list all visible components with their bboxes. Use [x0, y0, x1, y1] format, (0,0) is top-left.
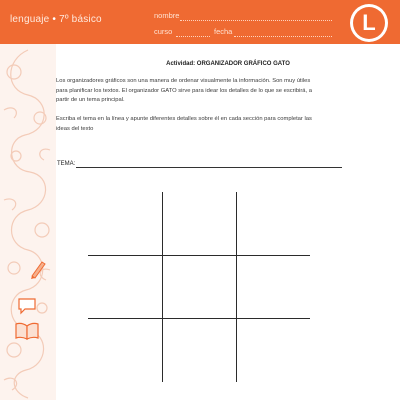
bullet-separator: • — [52, 14, 57, 25]
badge-letter: L — [353, 7, 385, 39]
name-label: nombre — [154, 11, 180, 20]
grade-label: 7º básico — [59, 14, 102, 25]
grid-horizontal-line-bottom — [88, 318, 310, 319]
intro-line-3: partir de un tema principal. — [56, 97, 125, 104]
open-book-icon — [14, 321, 40, 341]
intro-paragraph — [56, 77, 348, 106]
activity-title: Actividad: ORGANIZADOR GRÁFICO GATO — [166, 61, 290, 67]
decorative-sidebar — [0, 0, 56, 400]
speech-bubble-icon — [16, 296, 38, 316]
header-bar — [0, 0, 400, 44]
course-field[interactable] — [176, 36, 210, 37]
subject-badge — [350, 4, 388, 42]
instructions-paragraph — [56, 115, 348, 134]
course-label: curso — [154, 27, 173, 36]
instructions-line-2: ideas del texto — [56, 125, 94, 132]
subject-grade — [10, 14, 102, 25]
date-field[interactable] — [234, 36, 332, 37]
intro-line-1: Los organizadores gráficos son una manera de ordenar visualmente la información. Son muy útiles — [56, 78, 311, 84]
grid-horizontal-line-top — [88, 255, 310, 256]
subject-label: lenguaje — [10, 14, 50, 25]
date-label: fecha — [214, 27, 233, 36]
intro-line-2: para planificar los textos. El organizador GATO sirve para idear los detalles de lo que se escribirá, a — [56, 87, 312, 94]
pencil-icon — [28, 258, 48, 280]
tema-input-line[interactable] — [76, 167, 342, 168]
name-field[interactable] — [180, 20, 332, 21]
instructions-line-1: Escriba el tema en la línea y apunte diferentes detalles sobre él en cada sección para completar las — [56, 116, 312, 122]
tema-label: TEMA: — [57, 161, 76, 167]
grid-vertical-line-left — [162, 192, 163, 382]
grid-vertical-line-right — [236, 192, 237, 382]
